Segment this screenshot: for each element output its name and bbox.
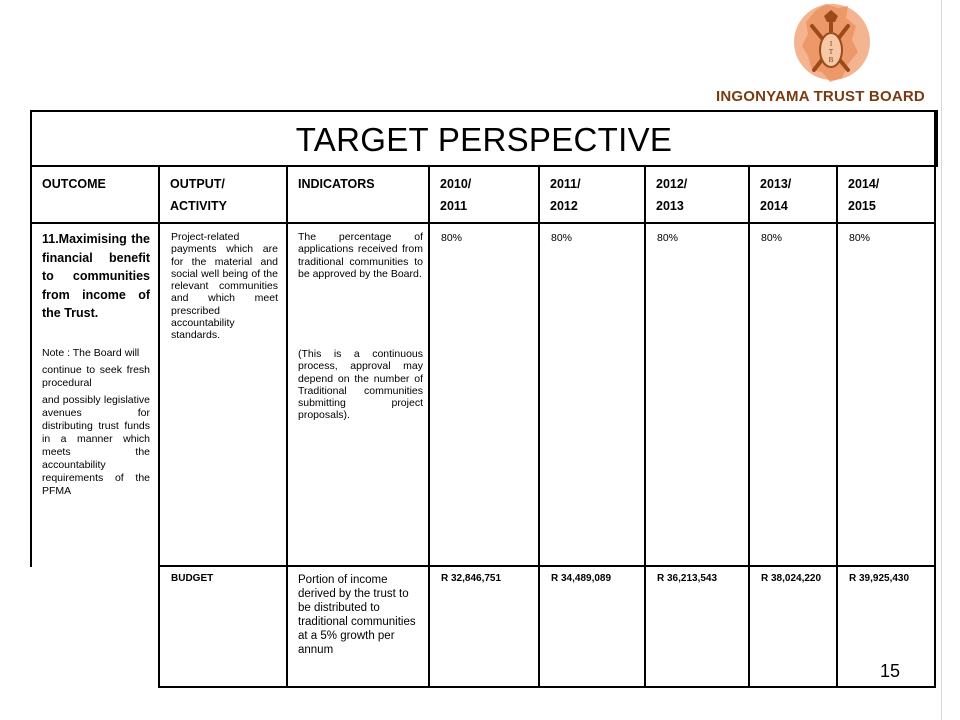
budget-2013: R 38,024,220 xyxy=(761,573,822,584)
table-rule-col6 xyxy=(748,165,750,688)
header-output-activity: OUTPUT/ ACTIVITY xyxy=(170,177,227,213)
table-rule-left xyxy=(30,110,32,567)
page-edge-rule xyxy=(941,0,942,720)
indicator-text: The percentage of applications received from traditional communities to be approved by the Board. xyxy=(298,231,423,280)
indicator-note: (This is a continuous process, approval may depend on the number of Traditional communities submitting project proposals). xyxy=(298,348,423,422)
target-2013: 80% xyxy=(761,232,783,244)
budget-2011: R 34,489,089 xyxy=(551,573,612,584)
budget-2010: R 32,846,751 xyxy=(441,573,502,584)
outcome-text: 11.Maximising the financial benefit to communities from income of the Trust. xyxy=(42,232,150,320)
header-year-2014: 2014/ 2015 xyxy=(848,177,880,213)
svg-text:B: B xyxy=(828,56,834,64)
organization-name: INGONYAMA TRUST BOARD xyxy=(716,88,925,105)
target-2010: 80% xyxy=(441,232,463,244)
target-2011: 80% xyxy=(551,232,573,244)
table-rule-col3 xyxy=(428,165,430,688)
page-title: TARGET PERSPECTIVE xyxy=(30,110,938,167)
table-rule-col5 xyxy=(644,165,646,688)
output-activity-text: Project-related payments which are for the material and social well being of the relevant communities and which meet prescribed accountability standards. xyxy=(171,231,278,342)
page-number: 15 xyxy=(880,661,901,681)
svg-text:T: T xyxy=(828,48,834,56)
header-year-2013: 2013/ 2014 xyxy=(760,177,792,213)
ingonyama-seal-logo xyxy=(786,0,876,92)
target-2012: 80% xyxy=(657,232,679,244)
table-rule-bottom xyxy=(158,686,936,688)
svg-text:I: I xyxy=(829,40,833,48)
table-rule-right xyxy=(934,110,936,688)
header-year-2012: 2012/ 2013 xyxy=(656,177,688,213)
table-rule-header-bottom xyxy=(30,222,936,224)
budget-indicator: Portion of income derived by the trust to be distributed to traditional communities at a 5% growth per annum xyxy=(298,574,416,656)
header-indicators: INDICATORS xyxy=(298,177,375,191)
target-2014: 80% xyxy=(849,232,871,244)
table-rule-col7 xyxy=(836,165,838,688)
table-rule-col1 xyxy=(158,165,160,688)
budget-2012: R 36,213,543 xyxy=(657,573,718,584)
header-outcome: OUTCOME xyxy=(42,177,106,191)
outcome-note: Note : The Board will continue to seek fresh procedural and possibly legislative avenues for distributing trust funds in a manner which meets the accountability requirements of the PFMA xyxy=(42,347,150,497)
budget-2014: R 39,925,430 xyxy=(849,573,910,584)
table-rule-col2 xyxy=(286,165,288,688)
budget-label: BUDGET xyxy=(171,573,214,584)
table-rule-title-bottom xyxy=(30,165,936,167)
header-year-2010: 2010/ 2011 xyxy=(440,177,472,213)
table-rule-row1-bottom xyxy=(158,565,936,567)
table-rule-col4 xyxy=(538,165,540,688)
header-year-2011: 2011/ 2012 xyxy=(550,177,581,213)
